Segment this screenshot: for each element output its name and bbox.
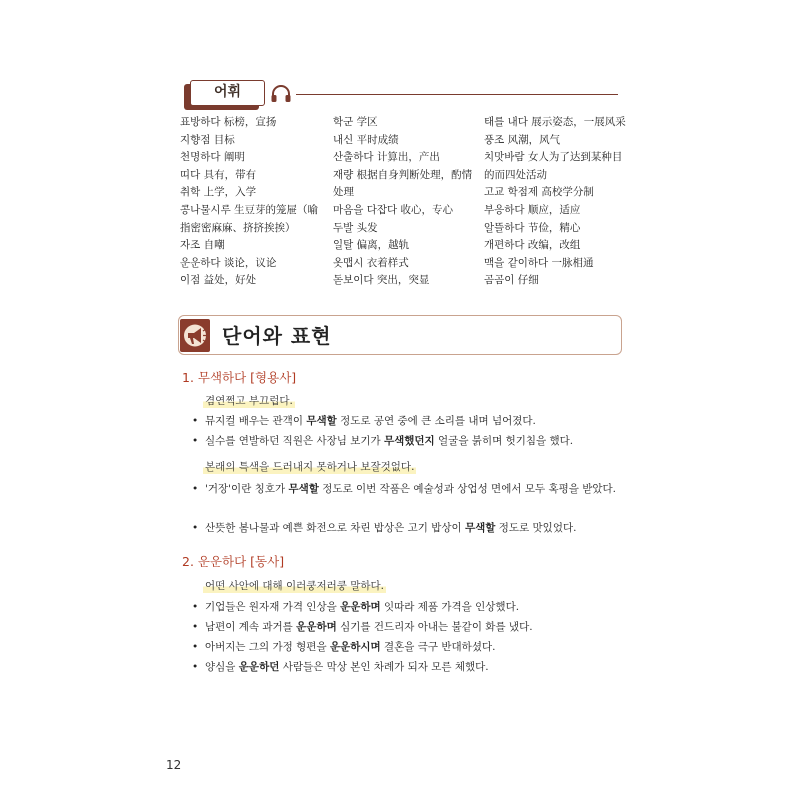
vocab-item: 处理 bbox=[333, 186, 354, 199]
vocab-item: 곰곰이 仔细 bbox=[484, 274, 539, 287]
vocab-item: 콩나물시루 生豆芽的笼屉（喻 bbox=[180, 203, 319, 216]
definition: 본래의 특색을 드러내지 못하거나 보잘것없다. bbox=[205, 461, 415, 473]
vocab-column-2 bbox=[333, 114, 481, 290]
vocab-item: 표방하다 标榜，宣扬 bbox=[180, 116, 277, 128]
vocab-item: 고교 학점제 高校学分制 bbox=[484, 186, 594, 199]
vocab-item: 부응하다 顺应，适应 bbox=[484, 203, 581, 216]
vocab-item: 이점 益处，好处 bbox=[180, 274, 257, 287]
section-title: 단어와 표현 bbox=[222, 324, 332, 348]
definition: 어떤 사안에 대해 이러쿵저러쿵 말하다. bbox=[205, 580, 384, 592]
vocab-item: 천명하다 阐明 bbox=[180, 151, 245, 164]
vocab-item: 재량 根据自身判断处理，酌情 bbox=[333, 168, 473, 181]
example-sentence: • 기업들은 원자재 가격 인상을 운운하며 잇따라 제품 가격을 인상했다. bbox=[192, 601, 520, 613]
example-sentence: • 산뜻한 봄나물과 예쁜 화전으로 차린 밥상은 고기 밥상이 무색할 정도로 맛있었다. bbox=[192, 522, 577, 534]
vocab-item: 的而四处活动 bbox=[484, 168, 547, 181]
vocab-item: 옷맵시 衣着样式 bbox=[333, 256, 409, 269]
entry-heading: 2. 운운하다 [동사] bbox=[182, 554, 285, 569]
vocab-item: 학군 学区 bbox=[333, 116, 378, 128]
example-sentence: • 아버지는 그의 가정 형편을 운운하시며 결혼을 극구 반대하셨다. bbox=[192, 641, 496, 653]
vocab-item: 운운하다 谈论，议论 bbox=[180, 256, 277, 269]
vocab-item: 풍조 风潮，风气 bbox=[484, 133, 561, 146]
vocab-item: 치맛바람 女人为了达到某种目 bbox=[484, 151, 623, 164]
vocab-column-1 bbox=[180, 114, 330, 290]
example-sentence: • 실수를 연발하던 직원은 사장님 보기가 무색했던지 얼굴을 붉히며 헛기침을 했다. bbox=[192, 435, 574, 447]
vocab-item: 지향점 目标 bbox=[180, 133, 235, 146]
vocab-column-3 bbox=[484, 114, 634, 290]
example-sentence: • 뮤지컬 배우는 관객이 무색할 정도로 공연 중에 큰 소리를 내며 넘어졌다. bbox=[192, 415, 536, 427]
vocab-item: 띠다 具有，带有 bbox=[180, 168, 257, 181]
megaphone-icon bbox=[180, 319, 210, 352]
page-number: 12 bbox=[166, 758, 182, 772]
example-sentence: • 남편이 계속 과거를 운운하며 심기를 건드리자 아내는 불같이 화를 냈다. bbox=[192, 621, 533, 633]
vocab-item: 돋보이다 突出，突显 bbox=[333, 274, 430, 287]
vocab-item: 두발 头发 bbox=[333, 221, 378, 234]
vocab-item: 개편하다 改编，改组 bbox=[484, 239, 581, 252]
vocab-item: 指密密麻麻、挤挤挨挨） bbox=[180, 221, 296, 234]
vocab-item: 태를 내다 展示姿态，一展风采 bbox=[484, 116, 626, 128]
vocab-item: 일탈 偏离，越轨 bbox=[333, 239, 410, 252]
vocab-tab bbox=[190, 80, 265, 106]
vocab-divider bbox=[296, 94, 618, 95]
entry-heading: 1. 무색하다 [형용사] bbox=[182, 370, 297, 385]
vocab-title: 어휘 bbox=[190, 80, 265, 106]
definition: 겸연쩍고 부끄럽다. bbox=[205, 395, 293, 407]
vocab-item: 마음을 다잡다 收心，专心 bbox=[333, 203, 454, 216]
vocab-item: 알뜰하다 节俭，精心 bbox=[484, 221, 581, 234]
vocab-item: 취학 上学，入学 bbox=[180, 186, 257, 199]
vocab-item: 내신 平时成绩 bbox=[333, 133, 399, 146]
example-sentence: • 양심을 운운하던 사람들은 막상 본인 차례가 되자 모른 체했다. bbox=[192, 661, 489, 673]
vocab-item: 산출하다 计算出，产出 bbox=[333, 151, 440, 164]
example-sentence: • '거장'이란 칭호가 무색할 정도로 이번 작품은 예술성과 상업성 면에서 모두 혹평을 받았다. bbox=[192, 483, 616, 495]
vocab-item: 맥을 같이하다 一脉相通 bbox=[484, 256, 594, 269]
headphone-icon bbox=[270, 84, 292, 104]
vocab-item: 자조 自嘲 bbox=[180, 239, 225, 252]
